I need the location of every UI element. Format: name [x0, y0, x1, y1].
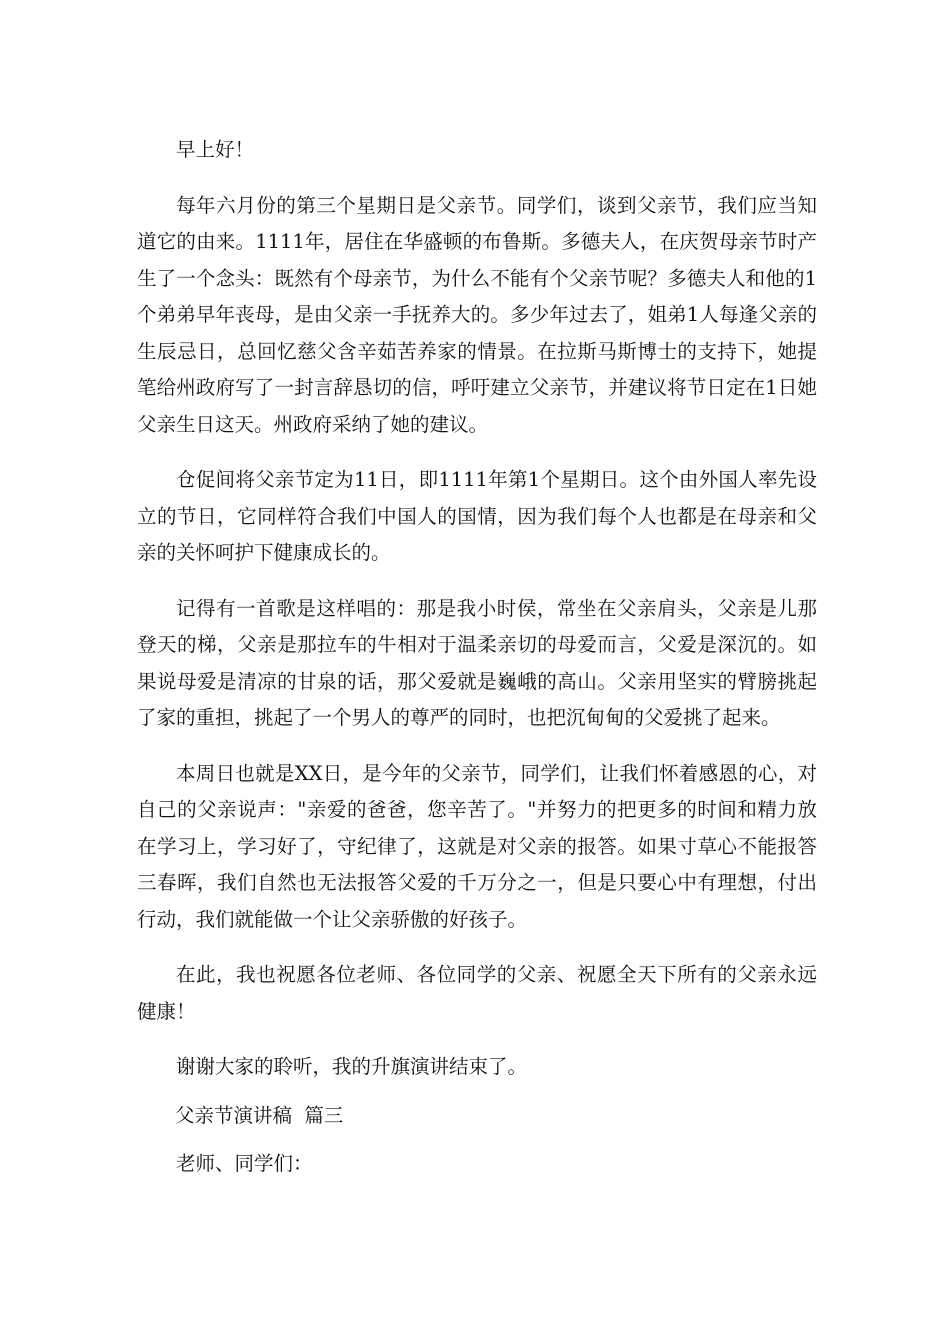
paragraph-song: 记得有一首歌是这样唱的：那是我小时侯，常坐在父亲肩头，父亲是儿那登天的梯，父亲是那拉车的牛相对于温柔亲切的母爱而言，父爱是深沉的。如果说母爱是清凉的甘泉的话，那父爱就是巍峨的高山。父亲用坚实的臂膀挑起了家的重担，挑起了一个男人的尊严的同时，也把沉甸甸的父爱挑了起来。	[137, 596, 817, 729]
paragraph-gratitude: 本周日也就是XX日，是今年的父亲节，同学们，让我们怀着感恩的心，对自己的父亲说声："亲爱的爸爸，您辛苦了。"并努力的把更多的时间和精力放在学习上，学习好了，守纪律了，这就是对父亲的报答。如果寸草心不能报答三春晖，我们自然也无法报答父爱的千万分之一，但是只要心中有理想，付出行动，我们就能做一个让父亲骄傲的好孩子。	[137, 761, 817, 931]
closing-salutation: 老师、同学们：	[176, 1152, 313, 1175]
paragraph-thanks: 谢谢大家的聆听，我的升旗演讲结束了。	[176, 1055, 528, 1078]
document-page	[137, 132, 817, 1183]
paragraph-wishes: 在此，我也祝愿各位老师、各位同学的父亲、祝愿全天下所有的父亲永远健康！	[137, 963, 817, 1023]
greeting-paragraph: 早上好！	[176, 138, 255, 161]
paragraph-origin: 每年六月份的第三个星期日是父亲节。同学们，谈到父亲节，我们应当知道它的由来。1111年，居住在华盛顿的布鲁斯。多德夫人，在庆贺母亲节时产生了一个念头：既然有个母亲节，为什么不能有个父亲节呢？多德夫人和他的1个弟弟早年丧母，是由父亲一手抚养大的。多少年过去了，姐弟1人每逢父亲的生辰忌日，总回忆慈父含辛茹苦养家的情景。在拉斯马斯博士的支持下，她提笔给州政府写了一封言辞恳切的信，呼吁建立父亲节，并建议将节日定在1日她父亲生日这天。州政府采纳了她的建议。	[137, 193, 817, 436]
section-heading: 父亲节演讲稿 篇三	[175, 1103, 344, 1127]
paragraph-date: 仓促间将父亲节定为11日，即1111年第1个星期日。这个由外国人率先设立的节日，它同样符合我们中国人的国情，因为我们每个人也都是在母亲和父亲的关怀呵护下健康成长的。	[137, 468, 817, 564]
